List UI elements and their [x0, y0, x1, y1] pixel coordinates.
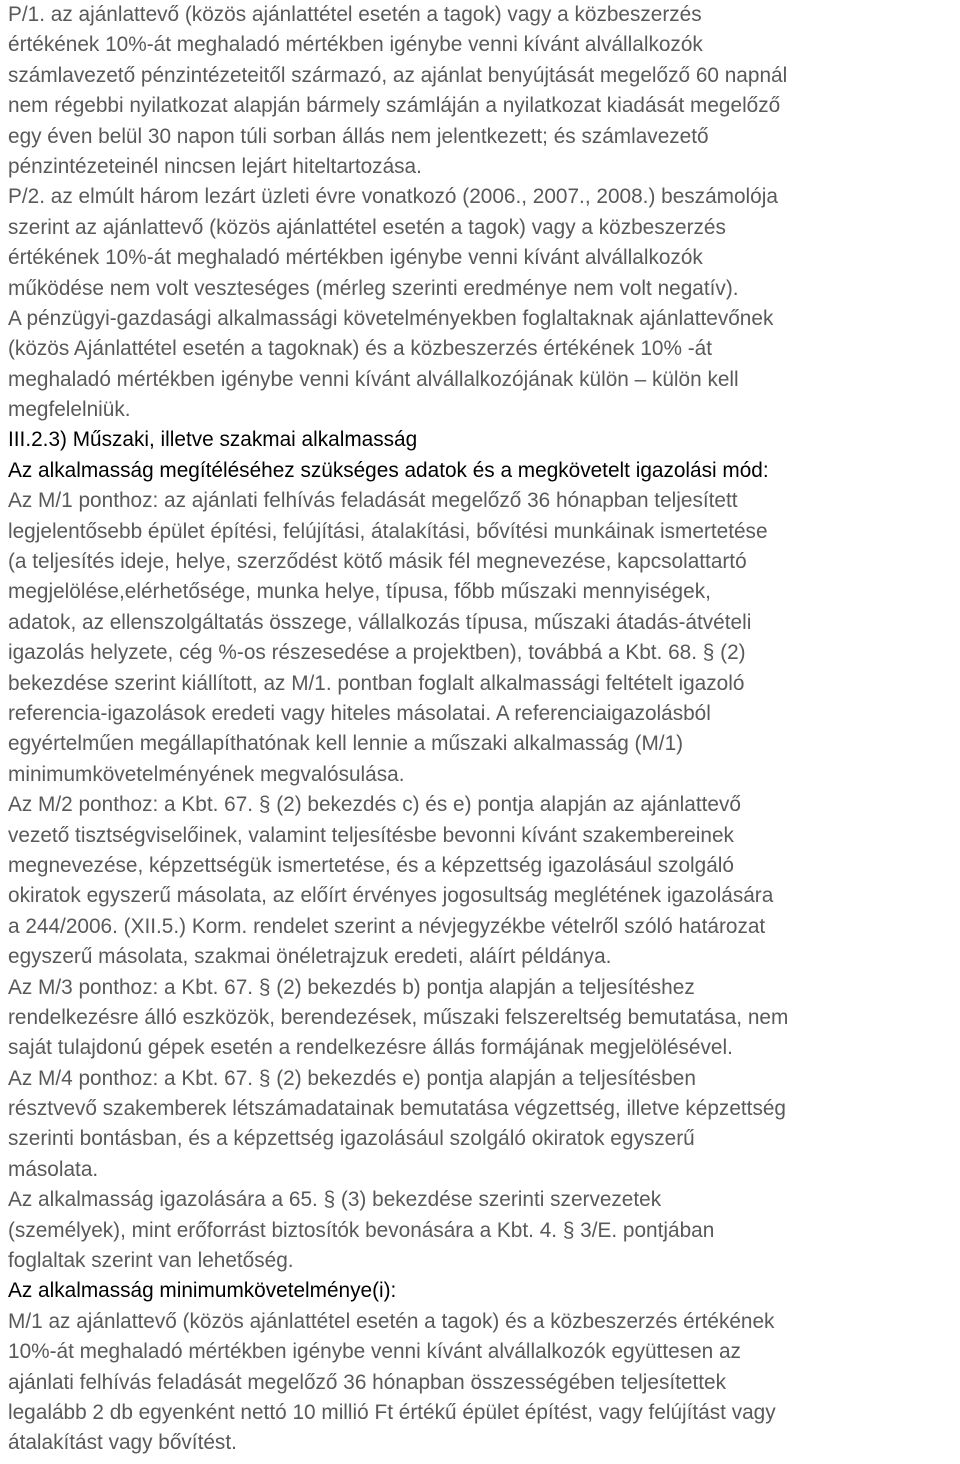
text-line: A pénzügyi-gazdasági alkalmassági követelményekben foglaltaknak ajánlattevőnek [8, 306, 774, 330]
text-line: bekezdése szerint kiállított, az M/1. pontban foglalt alkalmassági feltételt igazoló [8, 671, 745, 695]
text-line: Az alkalmasság minimumkövetelménye(i): [8, 1279, 397, 1303]
text-line: meghaladó mértékben igénybe venni kívánt alvállalkozójának külön – külön kell [8, 367, 739, 391]
text-line: egyértelműen megállapíthatónak kell lennie a műszaki alkalmasság (M/1) [8, 732, 684, 756]
text-line: szerint az ajánlattevő (közös ajánlattétel esetén a tagok) vagy a közbeszerzés [8, 215, 726, 239]
text-line: egyszerű másolata, szakmai önéletrajzuk eredeti, aláírt példánya. [8, 945, 612, 969]
text-line: referencia-igazolások eredeti vagy hiteles másolatai. A referenciaigazolásból [8, 701, 711, 725]
text-line: Az M/3 ponthoz: a Kbt. 67. § (2) bekezdés b) pontja alapján a teljesítéshez [8, 975, 695, 999]
text-line: megfelelniük. [8, 398, 131, 422]
text-line: saját tulajdonú gépek esetén a rendelkezésre állás formájának megjelölésével. [8, 1036, 733, 1060]
text-line: P/2. az elmúlt három lezárt üzleti évre vonatkozó (2006., 2007., 2008.) beszámolója [8, 185, 778, 209]
text-line: pénzintézeteinél nincsen lejárt hiteltartozása. [8, 154, 422, 178]
text-line: Az M/1 ponthoz: az ajánlati felhívás feladását megelőző 36 hónapban teljesített [8, 489, 738, 513]
text-line: értékének 10%-át meghaladó mértékben igénybe venni kívánt alvállalkozók [8, 246, 703, 270]
text-line: a 244/2006. (XII.5.) Korm. rendelet szerint a névjegyzékbe vételről szóló határozat [8, 914, 766, 938]
text-line: megjelölése,elérhetősége, munka helye, típusa, főbb műszaki mennyiségek, [8, 580, 711, 604]
text-line: számlavezető pénzintézeteitől származó, az ajánlat benyújtását megelőző 60 napnál [8, 63, 788, 87]
text-line: okiratok egyszerű másolata, az előírt érvényes jogosultság meglétének igazolására [8, 884, 774, 908]
text-line: 10%-át meghaladó mértékben igénybe venni kívánt alvállalkozók együttesen az [8, 1340, 741, 1364]
text-line: egy éven belül 30 napon túli sorban állás nem jelentkezett; és számlavezető [8, 124, 709, 148]
text-line: vezető tisztségviselőinek, valamint teljesítésbe bevonni kívánt szakembereinek [8, 823, 734, 847]
text-line: P/1. az ajánlattevő (közös ajánlattétel esetén a tagok) vagy a közbeszerzés [8, 3, 702, 26]
text-line: (közös Ajánlattétel esetén a tagoknak) és a közbeszerzés értékének 10% -át [8, 337, 713, 361]
text-line: értékének 10%-át meghaladó mértékben igénybe venni kívánt alvállalkozók [8, 33, 703, 57]
text-line: működése nem volt veszteséges (mérleg szerinti eredménye nem volt negatív). [8, 276, 739, 300]
text-line: résztvevő szakemberek létszámadatainak bemutatása végzettség, illetve képzettség [8, 1097, 786, 1121]
text-line: másolata. [8, 1157, 99, 1181]
text-line: M/1 az ajánlattevő (közös ajánlattétel esetén a tagok) és a közbeszerzés értékének [8, 1309, 775, 1333]
text-line: III.2.3) Műszaki, illetve szakmai alkalmasság [8, 428, 418, 452]
text-line: adatok, az ellenszolgáltatás összege, vállalkozás típusa, műszaki átadás-átvételi [8, 610, 752, 634]
text-line: rendelkezésre álló eszközök, berendezések, műszaki felszereltség bemutatása, nem [8, 1005, 789, 1029]
text-line: legalább 2 db egyenként nettó 10 millió Ft értékű épület építést, vagy felújítást vagy [8, 1400, 776, 1424]
text-line: legjelentősebb épület építési, felújítási, átalakítási, bővítési munkáinak ismertetése [8, 519, 768, 543]
text-line: foglaltak szerint van lehetőség. [8, 1249, 294, 1273]
text-line: igazolás helyzete, cég %-os részesedése a projektben), továbbá a Kbt. 68. § (2) [8, 641, 746, 665]
text-line: (a teljesítés ideje, helye, szerződést kötő másik fél megnevezése, kapcsolattartó [8, 550, 747, 574]
text-line: átalakítást vagy bővítést. [8, 1431, 237, 1455]
text-line: szerinti bontásban, és a képzettség igazolásául szolgáló okiratok egyszerű [8, 1127, 695, 1151]
text-line: megnevezése, képzettségük ismertetése, és a képzettség igazolásául szolgáló [8, 853, 734, 877]
text-line: Az M/2 ponthoz: a Kbt. 67. § (2) bekezdés c) és e) pontja alapján az ajánlattevő [8, 793, 741, 817]
text-line: nem régebbi nyilatkozat alapján bármely számláján a nyilatkozat kiadását megelőző [8, 94, 781, 118]
text-line: ajánlati felhívás feladását megelőző 36 hónapban összességében teljesítettek [8, 1370, 726, 1394]
text-line: Az M/4 ponthoz: a Kbt. 67. § (2) bekezdés e) pontja alapján a teljesítésben [8, 1066, 696, 1090]
text-line: minimumkövetelményének megvalósulása. [8, 762, 405, 786]
text-line: Az alkalmasság igazolására a 65. § (3) bekezdése szerinti szervezetek [8, 1188, 662, 1212]
text-line: (személyek), mint erőforrást biztosítók bevonására a Kbt. 4. § 3/E. pontjában [8, 1218, 715, 1242]
text-line: Az alkalmasság megítéléséhez szükséges adatok és a megkövetelt igazolási mód: [8, 458, 769, 482]
